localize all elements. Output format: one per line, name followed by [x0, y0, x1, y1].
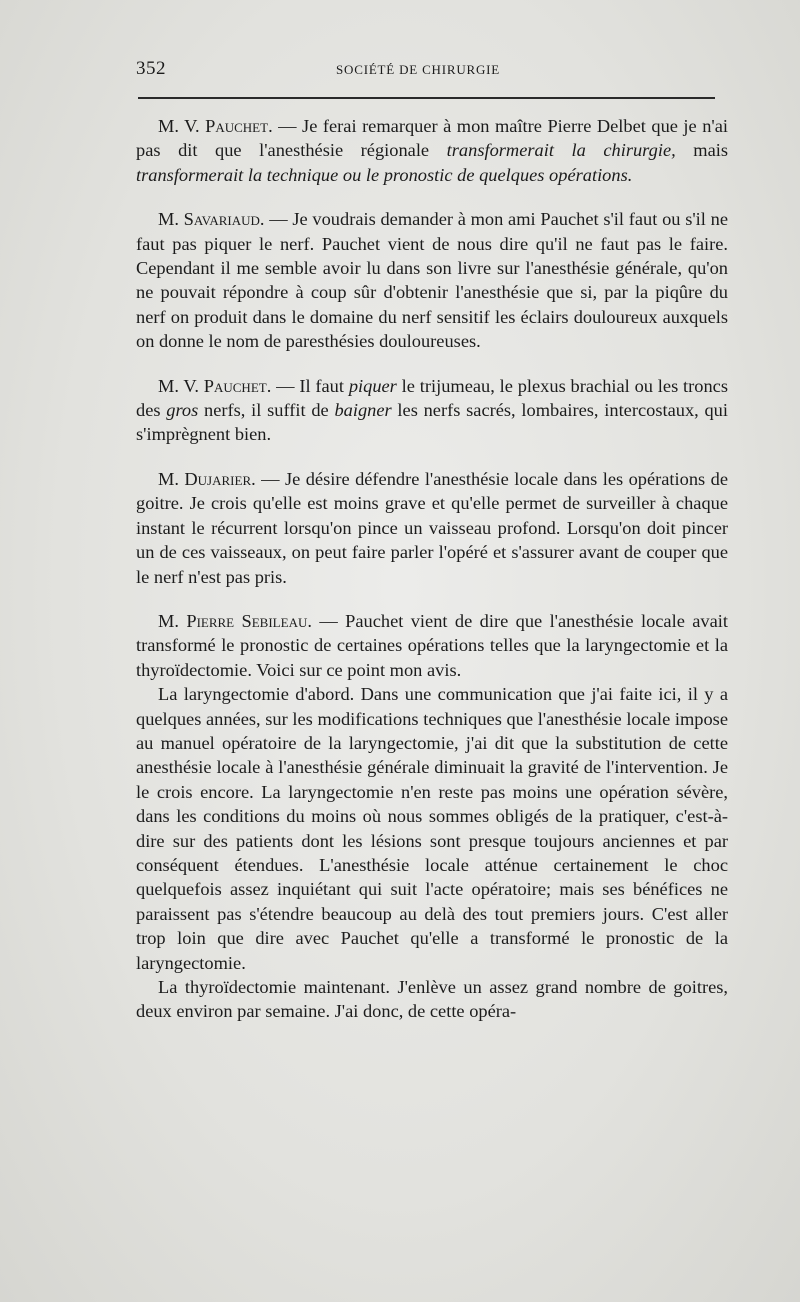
text-segment: mais — [675, 140, 729, 161]
paragraph-pauchet-1 — [136, 114, 728, 187]
speaker-name: M. Dujarier. — [158, 468, 256, 489]
italic-segment: transformerait la technique ou le pronostic de quelques opérations. — [136, 164, 633, 185]
text-segment: — Pauchet vient de dire que l'anesthésie locale avait transformé le pronostic de certaines opérations telles que la laryngectomie et la thyroïdectomie. Voici sur ce point mon avis. — [136, 610, 728, 680]
text-body — [136, 114, 728, 1024]
text-segment: — Il faut — [271, 375, 349, 396]
paragraph-savariaud — [136, 207, 728, 353]
italic-segment: gros — [166, 400, 199, 421]
speaker-name: M. V. Pauchet. — [158, 375, 272, 396]
speaker-name: M. Pierre Sebileau. — [158, 610, 312, 631]
text-segment: les nerfs sacrés, lombaires, intercostaux, qui s'imprègnent bien. — [136, 400, 728, 445]
text-segment: La thyroïdectomie maintenant. J'enlève un assez grand nombre de goitres, deux environ par semaine. J'ai donc, de cette opéra- — [136, 977, 728, 1022]
italic-segment: piquer — [348, 375, 397, 396]
paragraph-thyroidectomie — [136, 975, 728, 1024]
text-segment: La laryngectomie d'abord. Dans une communication que j'ai faite ici, il y a quelques années, sur les modifications techniques que l'anesthésie locale impose au manuel opératoire de la laryngectomie, j'ai dit que la substitution de cette anesthésie locale à l'anesthésie générale diminuait la gravité de l'intervention. Je le crois encore. La laryngectomie n'en reste pas moins une opération sévère, dans les conditions du moins où nous sommes obligés de la pratiquer, c'est-à-dire sur des patients dont les lésions sont presque toujours anciennes et par conséquent étendues. L'anesthésie locale atténue certainement le choc quelquefois assez inquiétant qui suit l'acte opératoire; mais ses bénéfices ne paraissent pas s'étendre beaucoup au delà des tout premiers jours. C'est aller trop loin que dire avec Pauchet qu'elle a transformé le pronostic de la laryngectomie. — [136, 684, 728, 973]
page-number: 352 — [136, 58, 166, 79]
italic-segment: transformerait la chirurgie, — [446, 140, 676, 161]
speaker-name: M. V. Pauchet. — [158, 116, 273, 136]
paragraph-sebileau — [136, 609, 728, 682]
paragraph-dujarier — [136, 467, 728, 589]
text-segment: — Je désire défendre l'anesthésie locale dans les opérations de goitre. Je crois qu'elle est moins grave et qu'elle permet de surveiller à chaque instant le récurrent lorsqu'on pince un vaisseau profond. Lorsqu'on doit pincer un de ces vaisseaux, on peut faire parler l'opéré et s'assurer avant de couper que le nerf n'est pas pris. — [136, 468, 728, 587]
text-segment: — Je voudrais demander à mon ami Pauchet s'il faut ou s'il ne faut pas piquer le nerf. Pauchet vient de nous dire qu'il ne faut pas le faire. Cependant il me semble avoir lu dans son livre sur l'anesthésie générale, qu'on ne pouvait répondre à coup sûr d'obtenir l'anesthésie que si, par la piqûre du nerf on produit dans le domaine du nerf sensitif les éclairs douloureux auxquels on donne le nom de paresthésies douloureuses. — [136, 209, 728, 352]
italic-segment: baigner — [334, 400, 392, 421]
page-header — [136, 58, 726, 88]
paragraph-laryngectomie — [136, 682, 728, 975]
text-segment: nerfs, il suffit de — [198, 400, 335, 421]
paragraph-pauchet-2 — [136, 374, 728, 447]
speaker-name: M. Savariaud. — [158, 209, 265, 230]
header-rule — [138, 97, 715, 99]
running-title: SOCIÉTÉ DE CHIRURGIE — [336, 62, 501, 77]
text-segment: le trijumeau, le plexus brachial ou les troncs des — [136, 375, 728, 421]
text-segment: — Je ferai remarquer à mon maître Pierre Delbet que je n'ai pas dit que l'anesthésie régionale — [136, 116, 728, 161]
